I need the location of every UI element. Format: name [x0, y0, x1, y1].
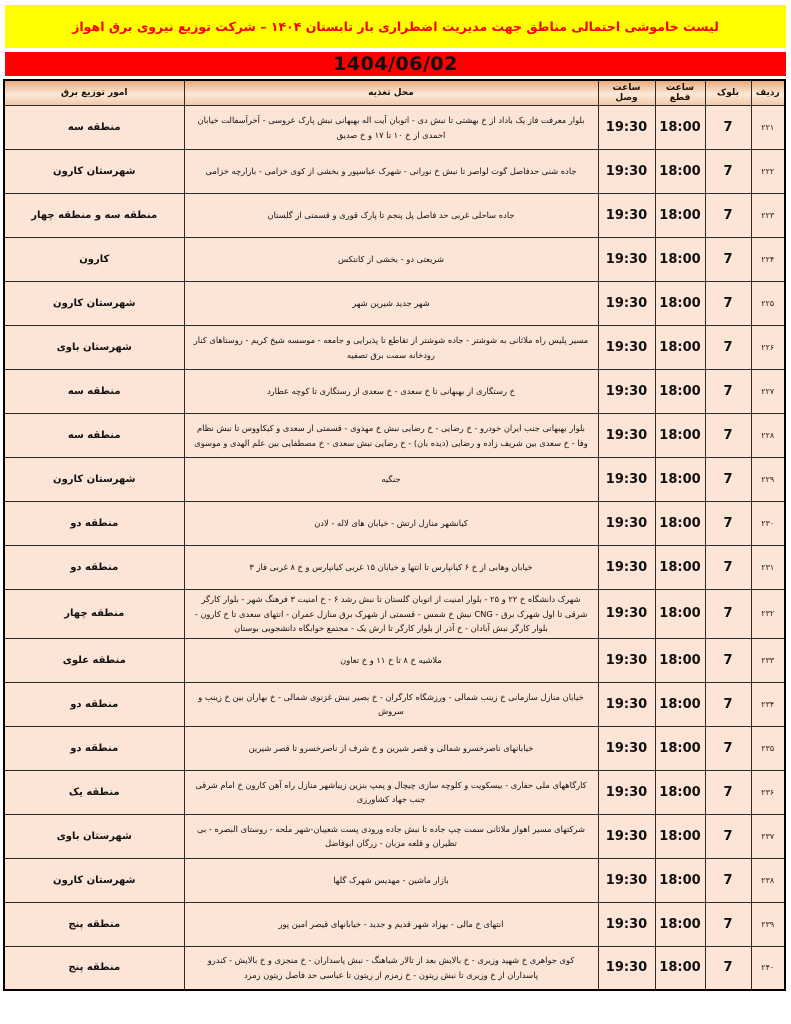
cut-time-cell: 18:00	[655, 502, 705, 546]
block-cell: 7	[705, 546, 751, 590]
table-row	[4, 238, 785, 282]
reconnect-time-cell: 19:30	[598, 638, 655, 682]
table-row	[4, 590, 785, 639]
distribution-area-cell: شهرستان کارون	[4, 282, 184, 326]
table-row	[4, 902, 785, 946]
table-row	[4, 458, 785, 502]
row-number-cell: ۲۳۳	[751, 638, 785, 682]
block-cell: 7	[705, 194, 751, 238]
row-number-cell: ۲۳۰	[751, 502, 785, 546]
block-cell: 7	[705, 502, 751, 546]
feeder-location-cell: بلوار معرفت فاز یک باداد از خ بهشتی تا نبش دی - اتوبان آیت اله بهبهانی نبش پارک عروسی - آخرآسفالت خیابان احمدی از خ ۱۰ تا ۱۷ و خ صدیق	[184, 106, 598, 150]
cut-time-cell: 18:00	[655, 370, 705, 414]
table-row	[4, 814, 785, 858]
reconnect-time-cell: 19:30	[598, 106, 655, 150]
distribution-area-cell: منطقه دو	[4, 682, 184, 726]
cut-time-cell: 18:00	[655, 726, 705, 770]
row-number-cell: ۲۲۳	[751, 194, 785, 238]
table-row	[4, 682, 785, 726]
row-number-cell: ۲۴۰	[751, 946, 785, 990]
block-cell: 7	[705, 458, 751, 502]
row-number-cell: ۲۳۱	[751, 546, 785, 590]
feeder-location-cell: خیابان منازل سازمانی خ زینب شمالی - ورزشگاه کارگران - خ بصیر نبش غزنوی شمالی - خ بهاران بین خ زینب و سروش	[184, 682, 598, 726]
cut-time-cell: 18:00	[655, 150, 705, 194]
feeder-location-cell: خیابان وهابی از خ ۶ کیانپارس تا انتها و خیابان ۱۵ غربی کیانپارس و خ ۸ غربی فاز ۳	[184, 546, 598, 590]
feeder-location-cell: خ رستگاری از بهبهانی تا خ سعدی - خ سعدی از رستگاری تا کوچه عطارد	[184, 370, 598, 414]
cut-time-cell: 18:00	[655, 814, 705, 858]
cut-time-cell: 18:00	[655, 326, 705, 370]
table-row	[4, 414, 785, 458]
reconnect-time-cell: 19:30	[598, 546, 655, 590]
distribution-area-cell: شهرستان کارون	[4, 858, 184, 902]
table-row	[4, 858, 785, 902]
feeder-location-cell: شرکتهای مسیر اهواز ملاثانی سمت چپ جاده تا نبش جاده ورودی پست شعیبان-شهر ملحه - روستای البصره - بی تظیران و قلعه مزبان - زرگان ابوفاضل	[184, 814, 598, 858]
row-number-cell: ۲۳۹	[751, 902, 785, 946]
reconnect-time-cell: 19:30	[598, 682, 655, 726]
cut-time-cell: 18:00	[655, 682, 705, 726]
distribution-area-cell: منطقه دو	[4, 546, 184, 590]
distribution-area-cell: شهرستان باوی	[4, 326, 184, 370]
cut-time-cell: 18:00	[655, 458, 705, 502]
row-number-cell: ۲۳۷	[751, 814, 785, 858]
cut-time-cell: 18:00	[655, 858, 705, 902]
cut-time-cell: 18:00	[655, 590, 705, 639]
block-cell: 7	[705, 638, 751, 682]
feeder-location-cell: خیابانهای ناصرخسرو شمالی و قصر شیرین و خ شرف از ناصرخسرو تا قصر شیرین	[184, 726, 598, 770]
feeder-location-cell: شهرک دانشگاه خ ۲۲ و ۲۵ - بلوار امنیت از اتوبان گلستان تا نبش رشد ۶ - خ امنیت ۳ فرهنگ شهر - بلوار کارگر شرقی تا اول شهرک برق - CNG نبش خ شمس - قسمتی از شهرک برق منازل عمران - انتهای سعدی تا خ کارون - بلوار کارگر نبش آبادان - خ آذر از بلوار کارگر تا ارش یک - مجتمع خوابگاه دانشجویی بوستان	[184, 590, 598, 639]
cut-time-cell: 18:00	[655, 546, 705, 590]
block-cell: 7	[705, 946, 751, 990]
cut-time-cell: 18:00	[655, 902, 705, 946]
feeder-location-cell: شریعتی دو - بخشی از کانتکس	[184, 238, 598, 282]
reconnect-time-cell: 19:30	[598, 946, 655, 990]
header-feeder-location: محل تغذیه	[184, 80, 598, 106]
table-row	[4, 106, 785, 150]
distribution-area-cell: منطقه پنج	[4, 946, 184, 990]
feeder-location-cell: کوی جواهری خ شهید وزیری - خ بالایش بعد از تالار شباهنگ - نبش پاسداران - خ منجزی و خ بالایش - کندرو پاسداران از خ وزیری تا نبش زیتون - خ زمزم از زیتون تا عباسی حد فاصل زیتون زمرد	[184, 946, 598, 990]
table-row	[4, 502, 785, 546]
reconnect-time-cell: 19:30	[598, 458, 655, 502]
header-distribution-area: امور توزیع برق	[4, 80, 184, 106]
header-reconnect-time: ساعت وصل	[598, 80, 655, 106]
header-block: بلوک	[705, 80, 751, 106]
cut-time-cell: 18:00	[655, 770, 705, 814]
cut-time-cell: 18:00	[655, 414, 705, 458]
table-row	[4, 546, 785, 590]
block-cell: 7	[705, 414, 751, 458]
table-row	[4, 726, 785, 770]
reconnect-time-cell: 19:30	[598, 414, 655, 458]
feeder-location-cell: کیانشهر منازل ارتش - خیابان های لاله - لادن	[184, 502, 598, 546]
distribution-area-cell: منطقه سه	[4, 414, 184, 458]
reconnect-time-cell: 19:30	[598, 282, 655, 326]
reconnect-time-cell: 19:30	[598, 726, 655, 770]
row-number-cell: ۲۲۵	[751, 282, 785, 326]
distribution-area-cell: شهرستان کارون	[4, 150, 184, 194]
cut-time-cell: 18:00	[655, 106, 705, 150]
reconnect-time-cell: 19:30	[598, 326, 655, 370]
feeder-location-cell: جاده ساحلی غربی حد فاصل پل پنجم تا پارک قوری و قسمتی از گلستان	[184, 194, 598, 238]
feeder-location-cell: انتهای خ مالی - بهزاد شهر قدیم و جدید - خیابانهای قیصر امین پور	[184, 902, 598, 946]
reconnect-time-cell: 19:30	[598, 238, 655, 282]
table-row	[4, 150, 785, 194]
row-number-cell: ۲۲۲	[751, 150, 785, 194]
feeder-location-cell: جاده شنی حدفاصل گوت لواصر تا نبش خ نورانی - شهرک عباسپور و بخشی از کوی خزامی - بازارچه خزامی	[184, 150, 598, 194]
title-band	[5, 5, 786, 48]
row-number-cell: ۲۲۷	[751, 370, 785, 414]
row-number-cell: ۲۳۴	[751, 682, 785, 726]
table-header-row	[4, 80, 785, 106]
cut-time-cell: 18:00	[655, 638, 705, 682]
table-row	[4, 326, 785, 370]
table-row	[4, 194, 785, 238]
feeder-location-cell: کارگاههای ملی حفاری - بیسکویت و کلوچه سازی چیچال و پمپ بنزین زیباشهر منازل راه آهن کارون خ امام شرقی جنب جهاد کشاورزی	[184, 770, 598, 814]
block-cell: 7	[705, 106, 751, 150]
distribution-area-cell: منطقه یک	[4, 770, 184, 814]
reconnect-time-cell: 19:30	[598, 814, 655, 858]
row-number-cell: ۲۳۸	[751, 858, 785, 902]
block-cell: 7	[705, 326, 751, 370]
distribution-area-cell: منطقه سه	[4, 370, 184, 414]
reconnect-time-cell: 19:30	[598, 502, 655, 546]
reconnect-time-cell: 19:30	[598, 150, 655, 194]
reconnect-time-cell: 19:30	[598, 902, 655, 946]
row-number-cell: ۲۳۲	[751, 590, 785, 639]
distribution-area-cell: کارون	[4, 238, 184, 282]
distribution-area-cell: شهرستان باوی	[4, 814, 184, 858]
header-cut-time: ساعت قطع	[655, 80, 705, 106]
table-row	[4, 282, 785, 326]
distribution-area-cell: منطقه سه	[4, 106, 184, 150]
outage-schedule-table	[3, 79, 786, 991]
row-number-cell: ۲۲۹	[751, 458, 785, 502]
block-cell: 7	[705, 858, 751, 902]
block-cell: 7	[705, 282, 751, 326]
row-number-cell: ۲۲۴	[751, 238, 785, 282]
feeder-location-cell: مسیر پلیس راه ملاثانی به شوشتر - جاده شوشتر از تقاطع تا پذیرایی و جامعه - موسسه شیخ کریم - روستاهای کنار رودخانه سمت برق تصفیه	[184, 326, 598, 370]
feeder-location-cell: جنگیه	[184, 458, 598, 502]
cut-time-cell: 18:00	[655, 946, 705, 990]
distribution-area-cell: شهرستان کارون	[4, 458, 184, 502]
schedule-date: 1404/06/02	[333, 53, 458, 75]
block-cell: 7	[705, 150, 751, 194]
page-title: لیست خاموشی احتمالی مناطق جهت مدیریت اضطراری بار تابستان ۱۴۰۴ – شرکت توزیع نیروی برق اهواز	[72, 19, 719, 34]
row-number-cell: ۲۳۵	[751, 726, 785, 770]
cut-time-cell: 18:00	[655, 282, 705, 326]
row-number-cell: ۲۳۶	[751, 770, 785, 814]
distribution-area-cell: منطقه علوی	[4, 638, 184, 682]
block-cell: 7	[705, 682, 751, 726]
cut-time-cell: 18:00	[655, 194, 705, 238]
distribution-area-cell: منطقه سه و منطقه چهار	[4, 194, 184, 238]
feeder-location-cell: شهر جدید شیرین شهر	[184, 282, 598, 326]
table-row	[4, 638, 785, 682]
block-cell: 7	[705, 238, 751, 282]
row-number-cell: ۲۲۸	[751, 414, 785, 458]
table-row	[4, 946, 785, 990]
feeder-location-cell: بازار ماشین - مهدیس شهرک گلها	[184, 858, 598, 902]
cut-time-cell: 18:00	[655, 238, 705, 282]
block-cell: 7	[705, 370, 751, 414]
block-cell: 7	[705, 590, 751, 639]
distribution-area-cell: منطقه پنج	[4, 902, 184, 946]
date-band	[5, 52, 786, 76]
block-cell: 7	[705, 902, 751, 946]
row-number-cell: ۲۲۱	[751, 106, 785, 150]
block-cell: 7	[705, 770, 751, 814]
distribution-area-cell: منطقه دو	[4, 502, 184, 546]
distribution-area-cell: منطقه چهار	[4, 590, 184, 639]
reconnect-time-cell: 19:30	[598, 770, 655, 814]
feeder-location-cell: بلوار بهبهانی جنب ایران خودرو - خ رضایی - خ رضایی نبش خ مهدوی - قسمتی از سعدی و کیکاووس تا نبش نظام وفا - خ سعدی بین شریف زاده و رضایی (دیده بان) - خ رضایی نبش سعدی - خ مصطفایی بین علم الهدی و موسوی	[184, 414, 598, 458]
block-cell: 7	[705, 726, 751, 770]
reconnect-time-cell: 19:30	[598, 590, 655, 639]
distribution-area-cell: منطقه دو	[4, 726, 184, 770]
reconnect-time-cell: 19:30	[598, 370, 655, 414]
block-cell: 7	[705, 814, 751, 858]
row-number-cell: ۲۲۶	[751, 326, 785, 370]
table-row	[4, 770, 785, 814]
feeder-location-cell: ملاشیه خ ۸ تا خ ۱۱ و خ تعاون	[184, 638, 598, 682]
reconnect-time-cell: 19:30	[598, 858, 655, 902]
table-row	[4, 370, 785, 414]
reconnect-time-cell: 19:30	[598, 194, 655, 238]
header-row-number: ردیف	[751, 80, 785, 106]
